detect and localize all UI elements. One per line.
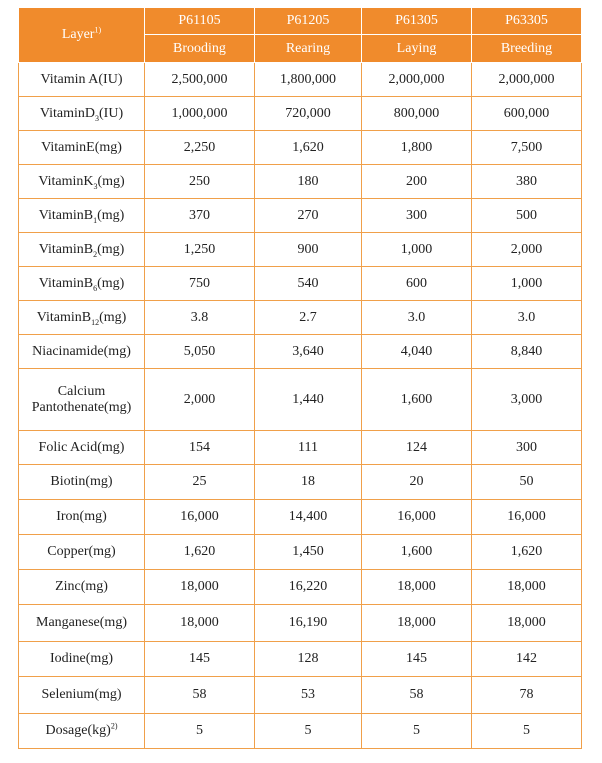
layer-header — [19, 8, 145, 63]
row-label-unit: (mg) — [97, 241, 125, 257]
row-label-text: VitaminK — [38, 173, 94, 189]
row-label-text: VitaminB — [38, 207, 94, 223]
table-cell: 16,190 — [255, 605, 362, 642]
row-label-text: VitaminD — [39, 105, 96, 121]
row-label — [19, 677, 145, 714]
table-cell: 1,440 — [255, 369, 362, 431]
table-row — [19, 97, 582, 131]
table-row — [19, 267, 582, 301]
table-cell: 2,000,000 — [472, 63, 582, 97]
table-cell: 1,620 — [145, 535, 255, 570]
table-cell: 18,000 — [472, 605, 582, 642]
table-cell: 200 — [362, 165, 472, 199]
table-row — [19, 535, 582, 570]
table-cell: 1,000,000 — [145, 97, 255, 131]
table-cell: 500 — [472, 199, 582, 233]
table-cell: 300 — [362, 199, 472, 233]
layer-footnote-mark: 1) — [94, 25, 102, 35]
table-cell: 750 — [145, 267, 255, 301]
table-cell: 1,800 — [362, 131, 472, 165]
table-row — [19, 570, 582, 605]
table-cell: 53 — [255, 677, 362, 714]
table-cell: 180 — [255, 165, 362, 199]
table-cell: 5,050 — [145, 335, 255, 369]
row-label-text: Zinc(mg) — [55, 579, 108, 594]
table-cell: 25 — [145, 465, 255, 500]
table-cell: 124 — [362, 431, 472, 465]
table-cell: 3.0 — [472, 301, 582, 335]
table-cell: 380 — [472, 165, 582, 199]
table-cell: 5 — [472, 714, 582, 749]
row-label-text: Iodine(mg) — [50, 651, 113, 666]
row-label — [19, 605, 145, 642]
table-row — [19, 714, 582, 749]
row-label-text: Dosage(kg) — [45, 723, 111, 738]
table-row — [19, 63, 582, 97]
table-cell: 540 — [255, 267, 362, 301]
table-cell: 18,000 — [145, 605, 255, 642]
table-cell: 1,600 — [362, 369, 472, 431]
table-cell: 2,250 — [145, 131, 255, 165]
layer-label: Layer — [61, 27, 95, 42]
table-row — [19, 465, 582, 500]
row-label-subscript: 12 — [91, 317, 100, 327]
row-label — [19, 570, 145, 605]
row-label-text-line2: Pantothenate(mg) — [31, 399, 132, 415]
table-cell: 128 — [255, 642, 362, 677]
row-label — [19, 267, 145, 301]
table-cell: 18 — [255, 465, 362, 500]
table-cell: 7,500 — [472, 131, 582, 165]
stage-header: Breeding — [472, 35, 582, 63]
table-cell: 145 — [145, 642, 255, 677]
table-row — [19, 233, 582, 267]
table-cell: 3.0 — [362, 301, 472, 335]
table-cell: 18,000 — [145, 570, 255, 605]
row-label — [19, 642, 145, 677]
table-cell: 58 — [145, 677, 255, 714]
table-row — [19, 642, 582, 677]
row-label-subscript: 1 — [93, 215, 98, 225]
product-header: P61305 — [362, 8, 472, 35]
row-label-text: Iron(mg) — [56, 509, 107, 524]
row-label — [19, 535, 145, 570]
table-cell: 800,000 — [362, 97, 472, 131]
table-cell: 300 — [472, 431, 582, 465]
table-cell: 2,500,000 — [145, 63, 255, 97]
table-cell: 1,250 — [145, 233, 255, 267]
row-label-text: VitaminE(mg) — [41, 139, 122, 155]
row-label-text: Niacinamide(mg) — [32, 343, 131, 359]
table-cell: 20 — [362, 465, 472, 500]
row-label-text: Calcium — [57, 383, 106, 399]
product-header: P61105 — [145, 8, 255, 35]
table-cell: 270 — [255, 199, 362, 233]
table-cell: 5 — [145, 714, 255, 749]
row-label — [19, 199, 145, 233]
table-cell: 2,000,000 — [362, 63, 472, 97]
table-body — [19, 63, 582, 749]
product-header: P61205 — [255, 8, 362, 35]
table-cell: 2,000 — [145, 369, 255, 431]
table-cell: 3,000 — [472, 369, 582, 431]
table-cell: 4,040 — [362, 335, 472, 369]
table-cell: 16,000 — [472, 500, 582, 535]
table-cell: 600 — [362, 267, 472, 301]
vitamin-premix-table — [18, 7, 582, 749]
row-label-unit: (IU) — [99, 105, 124, 121]
table-cell: 600,000 — [472, 97, 582, 131]
product-header: P63305 — [472, 8, 582, 35]
table-cell: 1,000 — [362, 233, 472, 267]
table-cell: 900 — [255, 233, 362, 267]
table-cell: 1,800,000 — [255, 63, 362, 97]
table-row — [19, 131, 582, 165]
row-label — [19, 233, 145, 267]
row-label — [19, 714, 145, 749]
row-label-unit: (mg) — [97, 207, 125, 223]
table-cell: 5 — [362, 714, 472, 749]
table-cell: 1,620 — [472, 535, 582, 570]
table-row — [19, 431, 582, 465]
table-cell: 2,000 — [472, 233, 582, 267]
table-cell: 16,000 — [145, 500, 255, 535]
row-label-text: Biotin(mg) — [50, 474, 113, 489]
row-label-unit: (mg) — [99, 309, 127, 325]
table-cell: 8,840 — [472, 335, 582, 369]
table-row — [19, 677, 582, 714]
row-label-text: Copper(mg) — [47, 544, 116, 559]
stage-header: Brooding — [145, 35, 255, 63]
table-cell: 78 — [472, 677, 582, 714]
row-label — [19, 431, 145, 465]
row-label-text: Vitamin A(IU) — [40, 71, 123, 87]
table-cell: 3.8 — [145, 301, 255, 335]
table-cell: 370 — [145, 199, 255, 233]
row-label — [19, 97, 145, 131]
table-cell: 111 — [255, 431, 362, 465]
table-row — [19, 605, 582, 642]
row-label-unit: (mg) — [97, 173, 125, 189]
row-label-text: VitaminB — [36, 309, 92, 325]
row-label-subscript: 3 — [93, 181, 98, 191]
row-label — [19, 131, 145, 165]
row-label — [19, 63, 145, 97]
table-cell: 720,000 — [255, 97, 362, 131]
table-cell: 16,000 — [362, 500, 472, 535]
table-cell: 1,600 — [362, 535, 472, 570]
row-label-text: VitaminB — [38, 241, 94, 257]
header-row-products — [19, 8, 582, 35]
table-row — [19, 369, 582, 431]
stage-header: Laying — [362, 35, 472, 63]
table-cell: 18,000 — [362, 570, 472, 605]
row-label — [19, 500, 145, 535]
table-cell: 2.7 — [255, 301, 362, 335]
row-label-text: Manganese(mg) — [36, 615, 127, 630]
row-label-unit: (mg) — [97, 275, 125, 291]
row-label — [19, 301, 145, 335]
table-cell: 1,450 — [255, 535, 362, 570]
table-row — [19, 335, 582, 369]
table-row — [19, 500, 582, 535]
row-label-subscript: 2 — [93, 249, 98, 259]
row-label-footnote-mark: 2) — [110, 721, 118, 731]
table-cell: 58 — [362, 677, 472, 714]
table-cell: 142 — [472, 642, 582, 677]
row-label-text: Selenium(mg) — [41, 687, 122, 702]
table-cell: 250 — [145, 165, 255, 199]
row-label-text: VitaminB — [38, 275, 94, 291]
table-row — [19, 165, 582, 199]
table-row — [19, 301, 582, 335]
table-cell: 3,640 — [255, 335, 362, 369]
stage-header: Rearing — [255, 35, 362, 63]
table-cell: 18,000 — [472, 570, 582, 605]
row-label — [19, 465, 145, 500]
table-cell: 1,620 — [255, 131, 362, 165]
row-label-text: Folic Acid(mg) — [38, 439, 125, 455]
table-cell: 14,400 — [255, 500, 362, 535]
row-label-subscript: 6 — [93, 283, 98, 293]
table-cell: 16,220 — [255, 570, 362, 605]
row-label — [19, 165, 145, 199]
table-cell: 5 — [255, 714, 362, 749]
row-label-subscript: 3 — [95, 113, 100, 123]
table-row — [19, 199, 582, 233]
table-cell: 50 — [472, 465, 582, 500]
row-label — [19, 335, 145, 369]
table-cell: 18,000 — [362, 605, 472, 642]
table-cell: 145 — [362, 642, 472, 677]
table-cell: 154 — [145, 431, 255, 465]
table-cell: 1,000 — [472, 267, 582, 301]
row-label — [19, 369, 145, 431]
